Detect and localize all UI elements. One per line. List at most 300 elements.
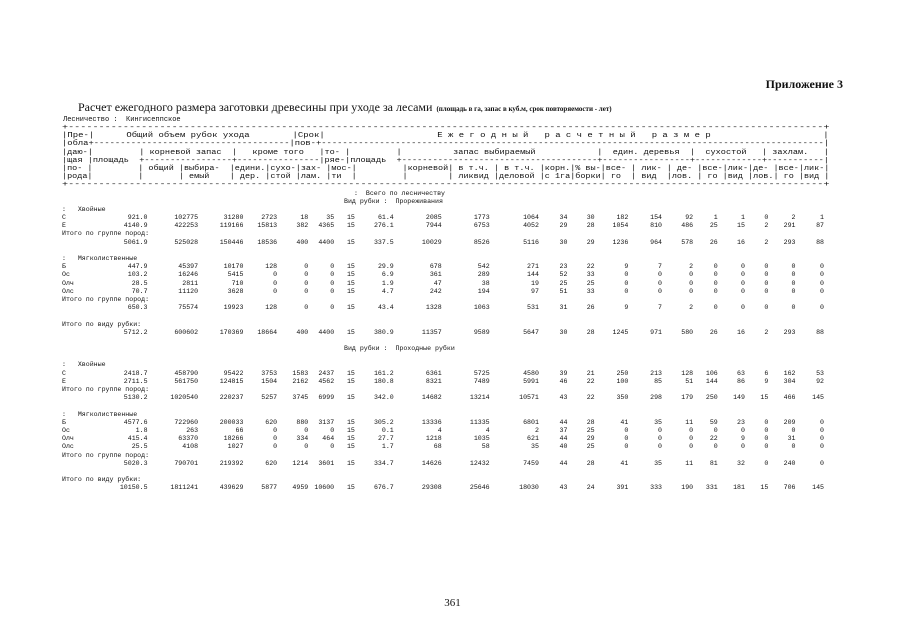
table-row	[62, 304, 829, 312]
value-cell: 0	[764, 287, 769, 295]
value-cell: 391	[616, 484, 629, 492]
value-cell: 154	[650, 214, 663, 222]
header-text: |Пре-| Общий объем рубок ухода |Срок| Е ж е г о д н ы й р а с ч е т н ы й р а з м е р |	[62, 132, 829, 141]
value-cell: 11120	[178, 287, 199, 295]
species-cell: Олч	[62, 279, 74, 287]
value-cell: 0	[713, 304, 718, 312]
value-cell: 128	[265, 304, 278, 312]
value-cell: 25	[586, 426, 595, 434]
value-cell: 15	[346, 418, 355, 426]
value-cell: 0	[791, 443, 796, 451]
value-cell: 971	[650, 328, 663, 336]
value-cell: 220237	[219, 394, 244, 402]
species-cell: Олс	[62, 443, 74, 451]
value-cell: 8321	[425, 377, 442, 385]
value-cell: 2437	[318, 369, 335, 377]
value-cell: 0	[740, 287, 745, 295]
value-cell: 18266	[223, 435, 244, 443]
value-cell: 16	[737, 328, 745, 336]
value-cell: 921.0	[127, 214, 148, 222]
value-cell: 0	[740, 271, 745, 279]
value-cell: 382	[296, 222, 309, 230]
value-cell: 6361	[425, 369, 442, 377]
value-cell: 22	[586, 394, 595, 402]
value-cell: 2811	[182, 279, 199, 287]
value-cell: 2	[534, 426, 539, 434]
value-cell: 1020540	[170, 394, 199, 402]
table-row	[62, 427, 829, 435]
value-cell: 621	[527, 435, 539, 443]
section-heading	[62, 190, 829, 198]
value-cell: 1.8	[135, 426, 148, 434]
value-cell: 180.8	[373, 377, 394, 385]
group-label	[62, 452, 829, 460]
value-cell: 0	[820, 271, 824, 279]
value-cell: 0.1	[381, 426, 394, 434]
value-cell: 0	[740, 426, 745, 434]
value-cell: 35	[654, 459, 663, 467]
value-cell: 32	[737, 459, 745, 467]
value-cell: 15813	[257, 222, 278, 230]
value-cell: 242	[429, 287, 442, 295]
value-cell: 179	[681, 394, 694, 402]
value-cell: 0	[820, 304, 824, 312]
value-cell: 0	[689, 279, 694, 287]
value-cell: 51	[559, 287, 568, 295]
cutting-type-line	[62, 345, 829, 353]
value-cell: 119166	[219, 222, 244, 230]
value-cell: 7489	[473, 377, 490, 385]
species-cell: Олс	[62, 287, 74, 295]
value-cell: 1214	[292, 459, 309, 467]
value-cell: 578	[681, 238, 694, 246]
value-cell: 170369	[219, 328, 244, 336]
value-cell: 0	[624, 435, 629, 443]
group-label-text: Итого по группе пород:	[62, 386, 150, 393]
value-cell: 0	[713, 279, 718, 287]
value-cell: 25646	[469, 484, 490, 492]
group-label	[62, 255, 829, 263]
value-cell: 30	[559, 238, 568, 246]
group-label-text: : Мягколиственные	[62, 255, 138, 262]
value-cell: 145	[812, 394, 824, 402]
value-cell: 0	[791, 304, 796, 312]
value-cell: 439629	[219, 484, 244, 492]
value-cell: 0	[820, 418, 824, 426]
value-cell: 22	[709, 435, 718, 443]
value-cell: 0	[273, 279, 278, 287]
species-cell: Ос	[62, 271, 70, 279]
value-cell: 61.4	[377, 214, 394, 222]
value-cell: 1583	[292, 369, 309, 377]
value-cell: 0	[304, 279, 309, 287]
value-cell: 1	[713, 214, 718, 222]
blank-line	[62, 247, 829, 255]
value-cell: 86	[737, 377, 745, 385]
value-cell: 810	[650, 222, 663, 230]
value-cell: 194	[477, 287, 490, 295]
value-cell: 0	[304, 271, 309, 279]
value-cell: 18030	[519, 484, 539, 492]
value-cell: 68	[433, 443, 442, 451]
value-cell: 100	[616, 377, 629, 385]
species-cell: Е	[62, 222, 66, 230]
value-cell: 0	[764, 459, 769, 467]
value-cell: 2418.7	[123, 369, 148, 377]
value-cell: 30	[559, 328, 568, 336]
value-cell: 0	[330, 426, 335, 434]
value-cell: 458790	[174, 369, 199, 377]
value-cell: 13214	[469, 394, 490, 402]
value-cell: 3753	[261, 369, 278, 377]
table-row	[62, 271, 829, 279]
value-cell: 380.9	[373, 328, 394, 336]
value-cell: 0	[820, 443, 824, 451]
value-cell: 263	[186, 426, 199, 434]
value-cell: 2085	[425, 214, 442, 222]
value-cell: 51	[685, 377, 694, 385]
value-cell: 15	[346, 394, 355, 402]
value-cell: 5415	[227, 271, 244, 279]
value-cell: 0	[713, 426, 718, 434]
value-cell: 92	[685, 214, 694, 222]
value-cell: 15	[346, 443, 355, 451]
value-cell: 23	[737, 418, 745, 426]
value-cell: 14626	[421, 459, 442, 467]
value-cell: 580	[681, 328, 694, 336]
value-cell: 0	[304, 263, 309, 271]
value-cell: 0	[713, 271, 718, 279]
value-cell: 2	[764, 238, 769, 246]
header-text: |даю-| | корневой запас | кроме того |то- | | запас выбираемый | един. деревья | сухостой | захлам. |	[62, 148, 829, 157]
table-row	[62, 239, 829, 247]
header-text: +----------------------------------------------------------------------------------------------------------------------------+	[62, 124, 830, 132]
group-label-text: Итого по группе пород:	[62, 451, 150, 459]
value-cell: 0	[740, 279, 745, 287]
value-cell: 34	[559, 214, 568, 222]
value-cell: 40	[559, 443, 568, 451]
table-row	[62, 370, 829, 378]
value-cell: 6753	[473, 222, 490, 230]
value-cell: 46	[559, 377, 568, 385]
header-text: |рода| | | емый | дер. |стой |лам. |ти | | | ликвид |деловой |с 1га|борки| го | вид |лов. | го |вид |лов.| го |вид |	[62, 173, 830, 182]
group-label-text: : Хвойные	[62, 205, 106, 213]
group-label	[62, 321, 829, 329]
value-cell: 271	[527, 263, 539, 271]
value-cell: 0	[658, 435, 663, 443]
value-cell: 4.7	[381, 287, 394, 295]
group-label	[62, 411, 829, 419]
value-cell: 10571	[519, 394, 539, 402]
value-cell: 4577.6	[123, 418, 148, 426]
value-cell: 1035	[473, 435, 490, 443]
value-cell: 7	[658, 263, 663, 271]
table-row	[62, 222, 829, 230]
value-cell: 304	[783, 377, 796, 385]
value-cell: 250	[705, 394, 718, 402]
value-cell: 9	[740, 435, 745, 443]
group-label-text: : Мягколиственные	[62, 410, 138, 418]
value-cell: 0	[713, 263, 718, 271]
value-cell: 964	[650, 238, 663, 246]
value-cell: 97	[530, 287, 539, 295]
value-cell: 722960	[174, 418, 199, 426]
value-cell: 0	[764, 435, 769, 443]
value-cell: 11357	[421, 328, 442, 336]
value-cell: 15	[737, 222, 745, 230]
table-row	[62, 394, 829, 402]
value-cell: 293	[783, 328, 796, 336]
value-cell: 1054	[612, 222, 629, 230]
value-cell: 0	[713, 287, 718, 295]
value-cell: 678	[429, 263, 442, 271]
value-cell: 0	[791, 426, 796, 434]
value-cell: 44	[559, 435, 568, 443]
value-cell: 30	[586, 214, 595, 222]
value-cell: 31	[787, 435, 796, 443]
value-cell: 29308	[421, 484, 442, 492]
value-cell: 650.3	[127, 304, 148, 312]
value-cell: 486	[681, 222, 694, 230]
value-cell: 1064	[523, 214, 539, 222]
value-cell: 1236	[612, 238, 629, 246]
value-cell: 0	[820, 263, 824, 271]
appendix-label: Приложение 3	[765, 77, 843, 91]
value-cell: 3745	[292, 394, 309, 402]
value-cell: 298	[650, 394, 663, 402]
value-cell: 28.5	[131, 279, 148, 287]
value-cell: 0	[740, 304, 745, 312]
value-cell: 213	[650, 369, 663, 377]
value-cell: 0	[740, 263, 745, 271]
value-cell: 15	[760, 394, 769, 402]
group-label	[62, 230, 829, 238]
value-cell: 0	[624, 279, 629, 287]
value-cell: 3628	[227, 287, 244, 295]
value-cell: 790701	[174, 459, 199, 467]
value-cell: 28	[586, 418, 595, 426]
value-cell: 0	[273, 426, 278, 434]
value-cell: 7	[658, 304, 663, 312]
header-text: |щая |площадь +-----------------+----------------|ряе-|площадь +--------------------------------------+-----------------+-------------+-----------|	[62, 156, 829, 165]
value-cell: 63	[737, 369, 745, 377]
cutting-type-line	[62, 198, 829, 206]
species-cell: Б	[62, 263, 66, 271]
value-cell: 28	[586, 222, 595, 230]
value-cell: 0	[689, 271, 694, 279]
title-text: Расчет ежегодного размера заготовки древесины при уходе за лесами	[78, 100, 433, 114]
value-cell: 5061.9	[123, 238, 148, 246]
value-cell: 6	[764, 369, 769, 377]
value-cell: 41	[620, 418, 629, 426]
value-cell: 0	[624, 443, 629, 451]
value-cell: 22	[586, 263, 595, 271]
table-row	[62, 280, 829, 288]
value-cell: 47	[433, 279, 442, 287]
value-cell: 0	[764, 214, 769, 222]
value-cell: 620	[265, 459, 278, 467]
value-cell: 23	[559, 263, 568, 271]
value-cell: 35	[654, 418, 663, 426]
group-label	[62, 361, 829, 369]
table-row	[62, 484, 829, 492]
blank-line	[62, 353, 829, 361]
value-cell: 0	[740, 443, 745, 451]
value-cell: 1	[820, 214, 824, 222]
table-row	[62, 263, 829, 271]
value-cell: 11	[685, 459, 694, 467]
value-cell: 162	[783, 369, 796, 377]
value-cell: 4108	[182, 443, 199, 451]
value-cell: 75574	[178, 304, 199, 312]
value-cell: 542	[477, 263, 490, 271]
value-cell: 10600	[314, 484, 335, 492]
value-cell: 0	[330, 443, 335, 451]
value-cell: 31	[559, 304, 568, 312]
value-cell: 0	[658, 287, 663, 295]
value-cell: 16246	[178, 271, 199, 279]
value-cell: 291	[783, 222, 796, 230]
value-cell: 26	[709, 238, 718, 246]
value-cell: 3137	[318, 418, 335, 426]
value-cell: 342.0	[373, 394, 394, 402]
header-line	[62, 140, 829, 148]
value-cell: 466	[783, 394, 796, 402]
value-cell: 0	[791, 271, 796, 279]
value-cell: 9589	[473, 328, 490, 336]
value-cell: 706	[783, 484, 796, 492]
value-cell: 29	[559, 222, 568, 230]
value-cell: 63370	[178, 435, 199, 443]
table-row	[62, 378, 829, 386]
value-cell: 106	[705, 369, 718, 377]
group-label	[62, 296, 829, 304]
value-cell: 59	[709, 418, 718, 426]
value-cell: 1.7	[381, 443, 394, 451]
value-cell: 0	[273, 443, 278, 451]
value-cell: 0	[764, 304, 769, 312]
value-cell: 4959	[292, 484, 309, 492]
value-cell: 0	[820, 426, 824, 434]
value-cell: 12432	[469, 459, 490, 467]
table-row	[62, 443, 829, 451]
value-cell: 0	[330, 304, 335, 312]
value-cell: 11	[685, 418, 694, 426]
value-cell: 5116	[523, 238, 539, 246]
value-cell: 45397	[178, 263, 199, 271]
value-cell: 2	[791, 214, 796, 222]
value-cell: 2	[764, 328, 769, 336]
value-cell: 0	[689, 287, 694, 295]
value-cell: 29	[586, 238, 595, 246]
value-cell: 0	[689, 435, 694, 443]
value-cell: 29.9	[377, 263, 394, 271]
value-cell: 6.9	[381, 271, 394, 279]
value-cell: 676.7	[373, 484, 394, 492]
value-cell: 103.2	[127, 271, 148, 279]
value-cell: 0	[330, 287, 335, 295]
header-line	[62, 157, 829, 165]
value-cell: 15	[346, 304, 355, 312]
value-cell: 41	[620, 459, 629, 467]
value-cell: 7459	[523, 459, 539, 467]
value-cell: 5647	[523, 328, 539, 336]
value-cell: 0	[658, 271, 663, 279]
species-cell: Олч	[62, 435, 74, 443]
value-cell: 5877	[261, 484, 278, 492]
value-cell: 128	[265, 263, 278, 271]
value-cell: 0	[764, 263, 769, 271]
header-text: |обла+-------------------------------------|пов-+-----------------------------------------------------------------------------------------------|	[62, 140, 830, 149]
value-cell: 0	[273, 271, 278, 279]
value-cell: 531	[527, 304, 539, 312]
value-cell: 1773	[473, 214, 490, 222]
value-cell: 5020.3	[123, 459, 148, 467]
value-cell: 14682	[421, 394, 442, 402]
value-cell: 181	[733, 484, 745, 492]
value-cell: 18536	[257, 238, 278, 246]
value-cell: 43.4	[377, 304, 394, 312]
value-cell: 9	[624, 304, 629, 312]
value-cell: 1328	[425, 304, 442, 312]
header-line	[62, 132, 829, 140]
header-line	[62, 181, 829, 189]
value-cell: 11335	[469, 418, 490, 426]
header-text: |по- | | общий |выбира- |едини.|сухо-|зах- |мос-| |корневой| в т.ч. | в т.ч. |корн.|% вы-|все- | лик- | де- |все-|лик-|де- |все-|лик-|	[62, 164, 830, 173]
value-cell: 0	[273, 435, 278, 443]
value-cell: 5991	[523, 377, 539, 385]
value-cell: 15	[346, 328, 355, 336]
value-cell: 0	[764, 418, 769, 426]
value-cell: 1.9	[381, 279, 394, 287]
value-cell: 15	[346, 222, 355, 230]
table-row	[62, 288, 829, 296]
value-cell: 350	[616, 394, 629, 402]
value-cell: 161.2	[373, 369, 394, 377]
value-cell: 149	[733, 394, 745, 402]
value-cell: 1811241	[170, 484, 199, 492]
value-cell: 53	[816, 369, 824, 377]
value-cell: 15	[346, 263, 355, 271]
value-cell: 4365	[318, 222, 335, 230]
value-cell: 5130.2	[123, 394, 148, 402]
value-cell: 0	[330, 271, 335, 279]
value-cell: 28	[586, 459, 595, 467]
value-cell: 33	[586, 287, 595, 295]
value-cell: 5257	[261, 394, 278, 402]
group-label-text: Итого по виду рубки:	[62, 476, 142, 484]
value-cell: 4140.9	[123, 222, 148, 230]
value-cell: 0	[791, 279, 796, 287]
value-cell: 43	[559, 484, 568, 492]
value-cell: 1218	[425, 435, 442, 443]
value-cell: 95422	[223, 369, 244, 377]
value-cell: 880	[296, 418, 309, 426]
species-cell: Б	[62, 418, 66, 426]
value-cell: 219392	[219, 459, 244, 467]
report-grid	[62, 124, 829, 492]
value-cell: 15	[346, 279, 355, 287]
value-cell: 15	[346, 369, 355, 377]
value-cell: 0	[658, 279, 663, 287]
value-cell: 26	[709, 328, 718, 336]
value-cell: 66	[235, 426, 244, 434]
value-cell: 415.4	[127, 435, 148, 443]
document-title	[78, 100, 612, 115]
value-cell: 1027	[227, 443, 244, 451]
header-line	[62, 173, 829, 181]
value-cell: 0	[713, 443, 718, 451]
